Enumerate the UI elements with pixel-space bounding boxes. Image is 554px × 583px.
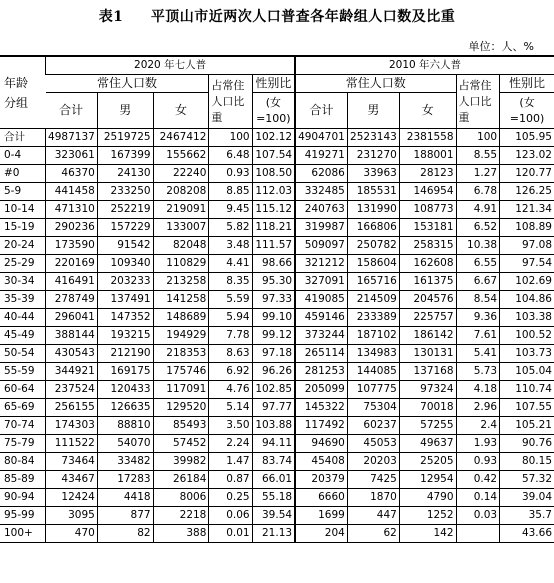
value-cell: 5.82 xyxy=(209,219,252,237)
unit-label: 单位：人、% xyxy=(468,40,534,53)
value-cell: 111522 xyxy=(46,435,98,453)
value-cell: 205099 xyxy=(295,381,347,399)
value-cell: 118.21 xyxy=(252,219,295,237)
table-row xyxy=(0,417,554,435)
value-cell: 43467 xyxy=(46,471,98,489)
header-share-2010: 占常住 人口比 重 xyxy=(456,75,500,129)
value-cell: 155662 xyxy=(153,147,209,165)
table-row xyxy=(0,381,554,399)
table-title-text: 平顶山市近两次人口普查各年龄组人口数及比重 xyxy=(150,9,456,25)
value-cell: 233250 xyxy=(97,183,153,201)
value-cell: 94690 xyxy=(295,435,347,453)
age-group-cell: 80-84 xyxy=(0,453,46,471)
value-cell: 130131 xyxy=(399,345,456,363)
value-cell: 100.52 xyxy=(500,327,554,345)
value-cell: 43.66 xyxy=(500,525,554,543)
value-cell: 290236 xyxy=(46,219,98,237)
table-row xyxy=(0,201,554,219)
value-cell: 103.73 xyxy=(500,345,554,363)
value-cell: 1699 xyxy=(295,507,347,525)
value-cell: 99.12 xyxy=(252,327,295,345)
value-cell: 102.85 xyxy=(252,381,295,399)
value-cell: 1870 xyxy=(347,489,399,507)
value-cell: 96.26 xyxy=(252,363,295,381)
value-cell: 173590 xyxy=(46,237,98,255)
value-cell: 145322 xyxy=(295,399,347,417)
value-cell: 153181 xyxy=(399,219,456,237)
value-cell: 161375 xyxy=(399,273,456,291)
value-cell: 373244 xyxy=(295,327,347,345)
value-cell: 60237 xyxy=(347,417,399,435)
value-cell: 108773 xyxy=(399,201,456,219)
value-cell: 388144 xyxy=(46,327,98,345)
header-share-2020: 占常住 人口比 重 xyxy=(209,75,252,129)
age-group-cell: 0-4 xyxy=(0,147,46,165)
value-cell: 62086 xyxy=(295,165,347,183)
value-cell: 0.01 xyxy=(209,525,252,543)
value-cell: 208208 xyxy=(153,183,209,201)
header-resident-pop-2010: 常住人口数 xyxy=(295,75,456,93)
table-row xyxy=(0,255,554,273)
header-total-2020: 合计 xyxy=(46,93,98,129)
age-group-cell: 85-89 xyxy=(0,471,46,489)
value-cell: 7.78 xyxy=(209,327,252,345)
value-cell: 441458 xyxy=(46,183,98,201)
value-cell: 133007 xyxy=(153,219,209,237)
value-cell: 265114 xyxy=(295,345,347,363)
value-cell: 105.95 xyxy=(500,129,554,147)
table-number: 表1 xyxy=(98,9,124,25)
value-cell: 17283 xyxy=(97,471,153,489)
table-row xyxy=(0,435,554,453)
table-row xyxy=(0,291,554,309)
value-cell: 94.11 xyxy=(252,435,295,453)
value-cell: 213258 xyxy=(153,273,209,291)
value-cell: 82048 xyxy=(153,237,209,255)
value-cell: 2.24 xyxy=(209,435,252,453)
table-row xyxy=(0,219,554,237)
table-row xyxy=(0,129,554,147)
value-cell: 7.61 xyxy=(456,327,500,345)
value-cell: 54070 xyxy=(97,435,153,453)
value-cell: 102.12 xyxy=(252,129,295,147)
value-cell: 57.32 xyxy=(500,471,554,489)
value-cell: 4418 xyxy=(97,489,153,507)
value-cell: 5.94 xyxy=(209,309,252,327)
value-cell: 146954 xyxy=(399,183,456,201)
table-row xyxy=(0,507,554,525)
value-cell: 123.02 xyxy=(500,147,554,165)
value-cell: 102.69 xyxy=(500,273,554,291)
value-cell: 186142 xyxy=(399,327,456,345)
value-cell: 26184 xyxy=(153,471,209,489)
value-cell: 2218 xyxy=(153,507,209,525)
value-cell: 97324 xyxy=(399,381,456,399)
value-cell: 49637 xyxy=(399,435,456,453)
value-cell: 120433 xyxy=(97,381,153,399)
value-cell: 80.15 xyxy=(500,453,554,471)
age-group-cell: 60-64 xyxy=(0,381,46,399)
age-group-cell: 30-34 xyxy=(0,273,46,291)
age-group-cell: 75-79 xyxy=(0,435,46,453)
value-cell: 416491 xyxy=(46,273,98,291)
value-cell: 9.36 xyxy=(456,309,500,327)
value-cell: 1252 xyxy=(399,507,456,525)
table-row xyxy=(0,399,554,417)
age-group-cell: 70-74 xyxy=(0,417,46,435)
value-cell: 0.87 xyxy=(209,471,252,489)
value-cell: 332485 xyxy=(295,183,347,201)
value-cell: 120.77 xyxy=(500,165,554,183)
table-row xyxy=(0,489,554,507)
value-cell: 204 xyxy=(295,525,347,543)
value-cell: 95.30 xyxy=(252,273,295,291)
value-cell: 212190 xyxy=(97,345,153,363)
table-body xyxy=(0,129,554,543)
table-row xyxy=(0,471,554,489)
value-cell: 185531 xyxy=(347,183,399,201)
value-cell: 4987137 xyxy=(46,129,98,147)
value-cell: 470 xyxy=(46,525,98,543)
header-resident-pop-2020: 常住人口数 xyxy=(46,75,209,93)
value-cell: 231270 xyxy=(347,147,399,165)
age-group-cell: 65-69 xyxy=(0,399,46,417)
value-cell: 471310 xyxy=(46,201,98,219)
value-cell: 4.41 xyxy=(209,255,252,273)
value-cell: 167399 xyxy=(97,147,153,165)
value-cell: 8.54 xyxy=(456,291,500,309)
value-cell: 218353 xyxy=(153,345,209,363)
value-cell: 97.18 xyxy=(252,345,295,363)
value-cell: 344921 xyxy=(46,363,98,381)
value-cell: 110829 xyxy=(153,255,209,273)
value-cell: 240763 xyxy=(295,201,347,219)
value-cell: 25205 xyxy=(399,453,456,471)
value-cell: 877 xyxy=(97,507,153,525)
age-group-cell: 15-19 xyxy=(0,219,46,237)
value-cell: 203233 xyxy=(97,273,153,291)
value-cell: 5.41 xyxy=(456,345,500,363)
value-cell: 112.03 xyxy=(252,183,295,201)
value-cell: 6.67 xyxy=(456,273,500,291)
value-cell: 73464 xyxy=(46,453,98,471)
value-cell: 20203 xyxy=(347,453,399,471)
age-group-cell: 90-94 xyxy=(0,489,46,507)
header-male-2020: 男 xyxy=(97,93,153,129)
value-cell: 121.34 xyxy=(500,201,554,219)
value-cell: 12954 xyxy=(399,471,456,489)
value-cell: 137168 xyxy=(399,363,456,381)
value-cell: 321212 xyxy=(295,255,347,273)
value-cell: 22240 xyxy=(153,165,209,183)
header-census-2020: 2020 年七人普 xyxy=(46,56,296,75)
value-cell: 252219 xyxy=(97,201,153,219)
value-cell: 162608 xyxy=(399,255,456,273)
value-cell: 107775 xyxy=(347,381,399,399)
value-cell: 4904701 xyxy=(295,129,347,147)
value-cell: 97.54 xyxy=(500,255,554,273)
value-cell: 66.01 xyxy=(252,471,295,489)
value-cell: 6.55 xyxy=(456,255,500,273)
value-cell: 105.04 xyxy=(500,363,554,381)
table-row xyxy=(0,327,554,345)
value-cell: 99.10 xyxy=(252,309,295,327)
value-cell: 117492 xyxy=(295,417,347,435)
value-cell: 147352 xyxy=(97,309,153,327)
header-total-2010: 合计 xyxy=(295,93,347,129)
value-cell: 281253 xyxy=(295,363,347,381)
value-cell: 4.91 xyxy=(456,201,500,219)
age-group-cell: 50-54 xyxy=(0,345,46,363)
value-cell: 4.76 xyxy=(209,381,252,399)
value-cell: 8.55 xyxy=(456,147,500,165)
table-row xyxy=(0,309,554,327)
value-cell: 91542 xyxy=(97,237,153,255)
value-cell: 225757 xyxy=(399,309,456,327)
value-cell: 83.74 xyxy=(252,453,295,471)
value-cell xyxy=(456,525,500,543)
value-cell: 187102 xyxy=(347,327,399,345)
value-cell: 62 xyxy=(347,525,399,543)
table-title xyxy=(0,6,554,26)
value-cell: 165716 xyxy=(347,273,399,291)
age-group-cell: 95-99 xyxy=(0,507,46,525)
value-cell: 126.25 xyxy=(500,183,554,201)
table-row xyxy=(0,345,554,363)
value-cell: 2523143 xyxy=(347,129,399,147)
value-cell: 5.14 xyxy=(209,399,252,417)
value-cell: 0.14 xyxy=(456,489,500,507)
value-cell: 419271 xyxy=(295,147,347,165)
value-cell: 2381558 xyxy=(399,129,456,147)
value-cell: 105.21 xyxy=(500,417,554,435)
value-cell: 237524 xyxy=(46,381,98,399)
age-group-cell: #0 xyxy=(0,165,46,183)
value-cell: 104.86 xyxy=(500,291,554,309)
value-cell: 509097 xyxy=(295,237,347,255)
value-cell: 3.50 xyxy=(209,417,252,435)
value-cell: 430543 xyxy=(46,345,98,363)
value-cell: 33963 xyxy=(347,165,399,183)
value-cell: 100 xyxy=(456,129,500,147)
value-cell: 0.42 xyxy=(456,471,500,489)
age-group-cell: 20-24 xyxy=(0,237,46,255)
value-cell: 1.27 xyxy=(456,165,500,183)
header-age-group: 年龄 分组 xyxy=(0,56,46,129)
value-cell: 6660 xyxy=(295,489,347,507)
value-cell: 6.92 xyxy=(209,363,252,381)
value-cell: 21.13 xyxy=(252,525,295,543)
value-cell: 110.74 xyxy=(500,381,554,399)
value-cell: 108.50 xyxy=(252,165,295,183)
value-cell: 107.55 xyxy=(500,399,554,417)
value-cell: 214509 xyxy=(347,291,399,309)
value-cell: 0.93 xyxy=(209,165,252,183)
value-cell: 0.25 xyxy=(209,489,252,507)
age-group-cell: 40-44 xyxy=(0,309,46,327)
value-cell: 28123 xyxy=(399,165,456,183)
value-cell: 188001 xyxy=(399,147,456,165)
table-row xyxy=(0,165,554,183)
header-sex-ratio-note-2020: (女 =100) xyxy=(252,93,295,129)
age-group-cell: 45-49 xyxy=(0,327,46,345)
value-cell: 233389 xyxy=(347,309,399,327)
value-cell: 8006 xyxy=(153,489,209,507)
value-cell: 100 xyxy=(209,129,252,147)
header-female-2020: 女 xyxy=(153,93,209,129)
value-cell: 103.38 xyxy=(500,309,554,327)
value-cell: 220169 xyxy=(46,255,98,273)
value-cell: 174303 xyxy=(46,417,98,435)
value-cell: 459146 xyxy=(295,309,347,327)
value-cell: 8.63 xyxy=(209,345,252,363)
value-cell: 97.77 xyxy=(252,399,295,417)
value-cell: 319987 xyxy=(295,219,347,237)
header-male-2010: 男 xyxy=(347,93,399,129)
value-cell: 115.12 xyxy=(252,201,295,219)
value-cell: 117091 xyxy=(153,381,209,399)
value-cell: 5.73 xyxy=(456,363,500,381)
value-cell: 12424 xyxy=(46,489,98,507)
value-cell: 85493 xyxy=(153,417,209,435)
age-group-cell: 5-9 xyxy=(0,183,46,201)
value-cell: 129520 xyxy=(153,399,209,417)
value-cell: 8.35 xyxy=(209,273,252,291)
value-cell: 20379 xyxy=(295,471,347,489)
age-group-cell: 合计 xyxy=(0,129,46,147)
value-cell: 142 xyxy=(399,525,456,543)
value-cell: 70018 xyxy=(399,399,456,417)
age-group-cell: 100+ xyxy=(0,525,46,543)
table-row xyxy=(0,237,554,255)
value-cell: 82 xyxy=(97,525,153,543)
value-cell: 131990 xyxy=(347,201,399,219)
value-cell: 204576 xyxy=(399,291,456,309)
value-cell: 9.45 xyxy=(209,201,252,219)
value-cell: 107.54 xyxy=(252,147,295,165)
value-cell: 24130 xyxy=(97,165,153,183)
age-group-cell: 25-29 xyxy=(0,255,46,273)
value-cell: 5.59 xyxy=(209,291,252,309)
value-cell: 45053 xyxy=(347,435,399,453)
value-cell: 111.57 xyxy=(252,237,295,255)
value-cell: 6.78 xyxy=(456,183,500,201)
table-row xyxy=(0,183,554,201)
value-cell: 2467412 xyxy=(153,129,209,147)
table-row xyxy=(0,453,554,471)
value-cell: 169175 xyxy=(97,363,153,381)
value-cell: 137491 xyxy=(97,291,153,309)
header-sex-ratio-2010: 性别比 xyxy=(500,75,554,93)
value-cell: 3.48 xyxy=(209,237,252,255)
header-census-2010: 2010 年六人普 xyxy=(295,56,554,75)
value-cell: 97.33 xyxy=(252,291,295,309)
header-sex-ratio-2020: 性别比 xyxy=(252,75,295,93)
value-cell: 157229 xyxy=(97,219,153,237)
value-cell: 0.03 xyxy=(456,507,500,525)
value-cell: 6.52 xyxy=(456,219,500,237)
value-cell: 1.47 xyxy=(209,453,252,471)
value-cell: 10.38 xyxy=(456,237,500,255)
table-row xyxy=(0,273,554,291)
value-cell: 166806 xyxy=(347,219,399,237)
age-group-cell: 55-59 xyxy=(0,363,46,381)
value-cell: 33482 xyxy=(97,453,153,471)
value-cell: 90.76 xyxy=(500,435,554,453)
value-cell: 250782 xyxy=(347,237,399,255)
table-row xyxy=(0,363,554,381)
value-cell: 2.96 xyxy=(456,399,500,417)
value-cell: 2519725 xyxy=(97,129,153,147)
value-cell: 1.93 xyxy=(456,435,500,453)
census-table xyxy=(0,55,554,543)
value-cell: 46370 xyxy=(46,165,98,183)
value-cell: 75304 xyxy=(347,399,399,417)
value-cell: 134983 xyxy=(347,345,399,363)
header-female-2010: 女 xyxy=(399,93,456,129)
value-cell: 98.66 xyxy=(252,255,295,273)
value-cell: 388 xyxy=(153,525,209,543)
value-cell: 39982 xyxy=(153,453,209,471)
table-row xyxy=(0,525,554,543)
value-cell: 126635 xyxy=(97,399,153,417)
age-group-cell: 35-39 xyxy=(0,291,46,309)
value-cell: 148689 xyxy=(153,309,209,327)
age-group-cell: 10-14 xyxy=(0,201,46,219)
value-cell: 6.48 xyxy=(209,147,252,165)
value-cell: 4790 xyxy=(399,489,456,507)
value-cell: 175746 xyxy=(153,363,209,381)
table-row xyxy=(0,147,554,165)
value-cell: 296041 xyxy=(46,309,98,327)
value-cell: 419085 xyxy=(295,291,347,309)
value-cell: 39.04 xyxy=(500,489,554,507)
value-cell: 97.08 xyxy=(500,237,554,255)
value-cell: 158604 xyxy=(347,255,399,273)
value-cell: 193215 xyxy=(97,327,153,345)
value-cell: 144085 xyxy=(347,363,399,381)
value-cell: 45408 xyxy=(295,453,347,471)
value-cell: 57452 xyxy=(153,435,209,453)
value-cell: 109340 xyxy=(97,255,153,273)
value-cell: 447 xyxy=(347,507,399,525)
value-cell: 194929 xyxy=(153,327,209,345)
value-cell: 35.7 xyxy=(500,507,554,525)
value-cell: 0.06 xyxy=(209,507,252,525)
value-cell: 323061 xyxy=(46,147,98,165)
value-cell: 256155 xyxy=(46,399,98,417)
value-cell: 88810 xyxy=(97,417,153,435)
value-cell: 8.85 xyxy=(209,183,252,201)
value-cell: 57255 xyxy=(399,417,456,435)
header-sex-ratio-note-2010: (女 =100) xyxy=(500,93,554,129)
value-cell: 141258 xyxy=(153,291,209,309)
value-cell: 108.89 xyxy=(500,219,554,237)
value-cell: 103.88 xyxy=(252,417,295,435)
value-cell: 39.54 xyxy=(252,507,295,525)
value-cell: 0.93 xyxy=(456,453,500,471)
value-cell: 55.18 xyxy=(252,489,295,507)
value-cell: 219091 xyxy=(153,201,209,219)
value-cell: 327091 xyxy=(295,273,347,291)
value-cell: 2.4 xyxy=(456,417,500,435)
value-cell: 258315 xyxy=(399,237,456,255)
value-cell: 4.18 xyxy=(456,381,500,399)
value-cell: 278749 xyxy=(46,291,98,309)
value-cell: 3095 xyxy=(46,507,98,525)
value-cell: 7425 xyxy=(347,471,399,489)
